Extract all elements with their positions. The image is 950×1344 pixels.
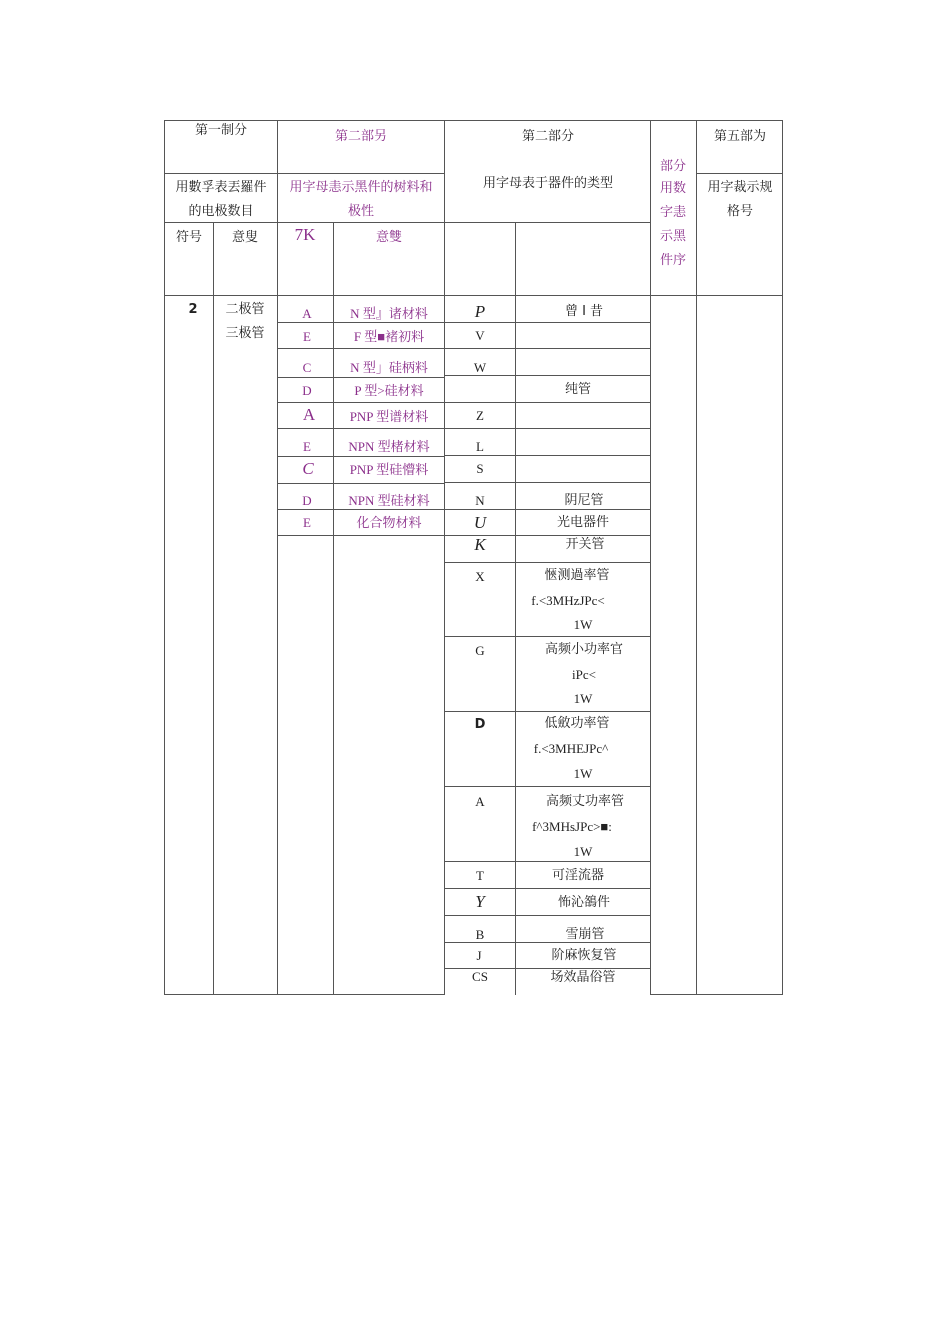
part2-row-line xyxy=(277,456,445,457)
part2-meaning: N 型」硅柄料 xyxy=(350,360,428,375)
part2-code: D xyxy=(302,493,312,508)
part3-code: G xyxy=(475,643,485,658)
part4-description: 用数 xyxy=(659,181,687,196)
part2-row-line xyxy=(277,377,445,378)
part2-row-line xyxy=(277,428,445,429)
part3-title: 第二部分 xyxy=(521,129,575,144)
part3-code: Z xyxy=(476,408,484,423)
part3-meaning: 怖沁鵅件 xyxy=(557,895,611,910)
part3-code: P xyxy=(474,302,486,321)
part3-code: V xyxy=(475,328,485,343)
part3-row-line xyxy=(444,482,651,483)
part2-title: 第二部另 xyxy=(334,129,388,144)
column-header-symbol: 符号 xyxy=(175,230,203,245)
part2-code: D xyxy=(302,383,312,398)
table-border-bottom-left xyxy=(164,994,445,995)
part3-code: L xyxy=(476,439,484,454)
part3-meaning: 高频丈功率管 xyxy=(545,794,625,809)
part3-code: X xyxy=(475,569,485,584)
part2-code: A xyxy=(302,405,316,424)
part2-description: 用字母恚示黑件的树料和 xyxy=(289,180,433,195)
part3-row-line xyxy=(444,711,651,712)
column-header-symbol-2: 7K xyxy=(294,225,316,244)
divider-part3-sub xyxy=(515,222,516,995)
part3-code: A xyxy=(475,794,485,809)
part2-row-line xyxy=(277,535,445,536)
part3-meaning: 愜测過率管 xyxy=(544,568,610,583)
part3-row-line xyxy=(444,562,651,563)
part3-meaning-detail: f^3MHsJPc>■: xyxy=(532,819,612,834)
table-border-top xyxy=(164,120,783,121)
header-line-2 xyxy=(164,222,651,223)
part3-row-line xyxy=(444,402,651,403)
divider-part4-part5 xyxy=(696,120,697,995)
part3-code: CS xyxy=(472,969,488,984)
part3-meaning-detail: 1W xyxy=(573,691,593,706)
part1-description: 用數孚表丟羅件 xyxy=(175,180,267,195)
part3-code: J xyxy=(476,948,482,963)
part2-meaning: PNP 型硅懵料 xyxy=(349,462,429,477)
table-border-right xyxy=(782,120,783,995)
part3-meaning: 纯管 xyxy=(564,382,592,397)
part3-meaning-detail: f.<3MHzJPc< xyxy=(531,593,605,608)
part2-code: E xyxy=(303,439,311,454)
part3-meaning: 场效晶俗管 xyxy=(550,970,616,985)
part3-meaning: 光电器件 xyxy=(556,515,610,530)
table-border-bottom-right xyxy=(650,994,783,995)
part4-description: 字恚 xyxy=(659,205,687,220)
part2-meaning: P 型>硅材料 xyxy=(354,383,424,398)
part3-meaning-detail: iPc< xyxy=(572,667,596,682)
part3-meaning-detail: 1W xyxy=(573,766,593,781)
part1-title: 第一制分 xyxy=(194,123,248,138)
part1-meaning: 二极管 xyxy=(225,302,265,317)
header-line-3 xyxy=(164,295,783,296)
part3-meaning: 曾 I 昔 xyxy=(564,304,604,319)
part3-row-line xyxy=(444,861,651,862)
part3-code: D xyxy=(474,717,486,732)
part3-row-line xyxy=(444,888,651,889)
part3-code: U xyxy=(473,513,487,532)
part3-meaning: 高频小功率官 xyxy=(544,642,624,657)
header-line-1b xyxy=(696,173,783,174)
part3-code: N xyxy=(475,493,485,508)
part3-row-line xyxy=(444,428,651,429)
divider-part2-part3 xyxy=(444,120,445,995)
part3-description: 用字母表于器件的类型 xyxy=(482,176,614,191)
part2-meaning: PNP 型谱材料 xyxy=(349,409,429,424)
part2-meaning: NPN 型硅材料 xyxy=(348,493,430,508)
part2-meaning: F 型■褚初料 xyxy=(353,329,425,344)
part3-meaning: 雪崩管 xyxy=(565,927,605,942)
part2-code: A xyxy=(302,306,312,321)
part2-row-line xyxy=(277,402,445,403)
part3-code: S xyxy=(476,461,484,476)
divider-part3-part4 xyxy=(650,120,651,995)
part4-description: 件序 xyxy=(659,253,687,268)
part3-meaning: 低斂功率管 xyxy=(544,716,610,731)
part3-row-line xyxy=(444,915,651,916)
part2-code: E xyxy=(303,515,311,530)
part2-code: E xyxy=(303,329,311,344)
part1-symbol: 2 xyxy=(188,302,198,317)
part3-row-line xyxy=(444,322,651,323)
part5-description: 用字裁示规 xyxy=(707,180,773,195)
part2-meaning: N 型』诸材料 xyxy=(350,306,428,321)
part3-meaning-detail: 1W xyxy=(573,844,593,859)
table-border-left xyxy=(164,120,165,995)
part3-code: T xyxy=(476,868,484,883)
part3-meaning-detail: 1W xyxy=(573,617,593,632)
part3-meaning: 阴尼管 xyxy=(564,493,604,508)
part2-row-line xyxy=(277,348,445,349)
part2-code: C xyxy=(302,459,314,478)
part2-code: C xyxy=(302,360,312,375)
part3-code: Y xyxy=(475,892,485,911)
part3-row-line xyxy=(444,636,651,637)
part5-description: 格号 xyxy=(726,204,754,219)
part3-meaning: 开关管 xyxy=(565,537,605,552)
part3-code: W xyxy=(473,360,487,375)
divider-part1-sub xyxy=(213,222,214,995)
part3-meaning: 阶麻恢复管 xyxy=(551,948,617,963)
divider-part2-sub xyxy=(333,222,334,995)
part4-description: 示黑 xyxy=(659,229,687,244)
part2-row-line xyxy=(277,483,445,484)
part3-row-line xyxy=(444,786,651,787)
part3-code: B xyxy=(475,927,485,942)
column-header-meaning-2: 意雙 xyxy=(375,230,403,245)
part2-meaning: NPN 型楮材料 xyxy=(348,439,430,454)
part2-meaning: 化合物材料 xyxy=(356,515,422,530)
part3-meaning-detail: f.<3MHEJPc^ xyxy=(533,741,609,756)
part1-description: 的电极数目 xyxy=(188,204,254,219)
part3-row-line xyxy=(444,348,651,349)
part4-title: 部分 xyxy=(659,159,687,174)
part3-code: K xyxy=(474,535,486,554)
column-header-meaning: 意叟 xyxy=(231,230,259,245)
header-line-1 xyxy=(164,173,444,174)
part5-title: 第五部为 xyxy=(713,129,767,144)
part1-meaning: 三极管 xyxy=(225,326,265,341)
divider-part1-part2 xyxy=(277,120,278,995)
part3-meaning: 可淫流器 xyxy=(551,868,605,883)
part2-description: 极性 xyxy=(347,204,375,219)
